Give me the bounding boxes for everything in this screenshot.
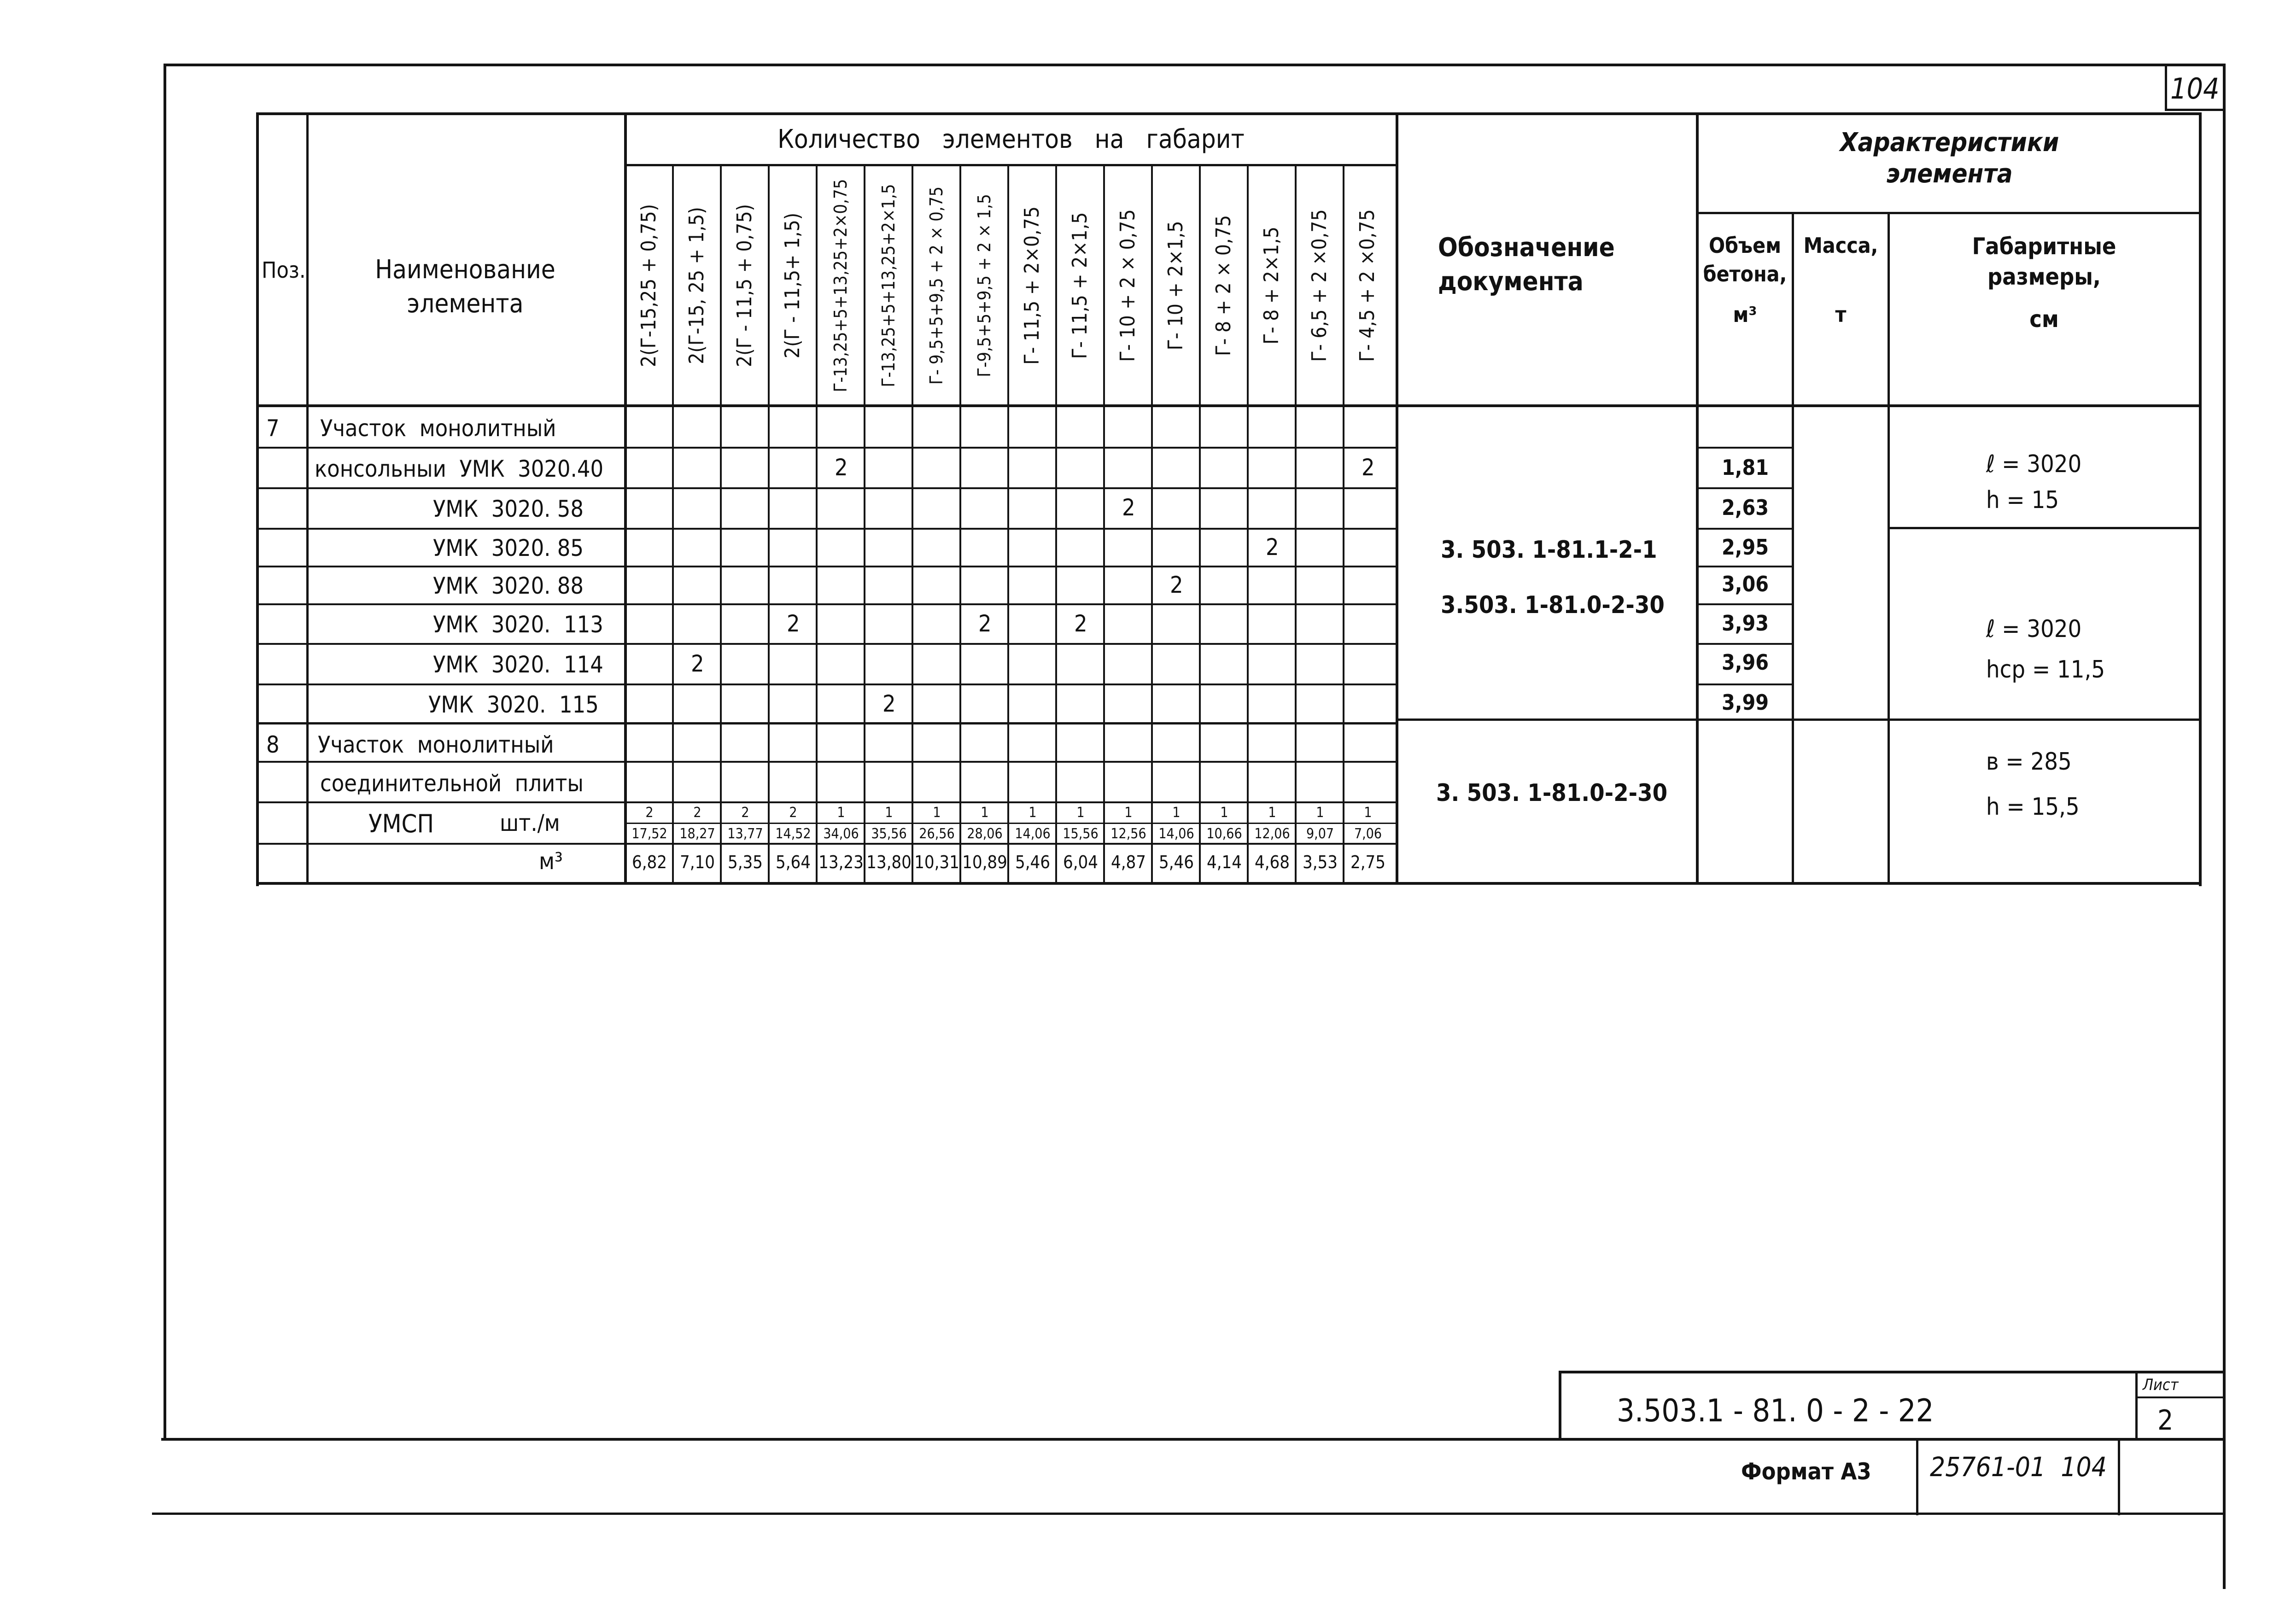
gabarit-col-13: Г- 8 + 2 × 0,75 — [1212, 215, 1235, 356]
header-mass — [1794, 235, 1888, 325]
header-characteristics-line2: элемента — [1886, 159, 2013, 189]
count-cell: 2 — [1122, 494, 1135, 521]
umsp-top: 2 — [645, 805, 654, 821]
umsp-top: 1 — [837, 805, 845, 821]
umsp-top: 2 — [693, 805, 701, 821]
umsp-top: 1 — [1076, 805, 1085, 821]
volume-value: 3,06 — [1721, 572, 1769, 596]
umsp-bottom: 10,66 — [1206, 826, 1242, 842]
gabarit-col-14: Г- 8 + 2×1,5 — [1260, 227, 1283, 345]
header-dims-line2: размеры, — [1987, 263, 2101, 290]
dim-group7a-l: ℓ = 3020 — [1986, 450, 2082, 478]
header-pos: Поз. — [262, 257, 306, 283]
gabarit-col-12: Г- 10 + 2×1,5 — [1164, 221, 1187, 351]
gabarit-col-7: Г- 9,5+5+9,5 + 2 × 0,75 — [926, 186, 947, 385]
umsp-bottom: 34,06 — [823, 826, 859, 842]
umsp-bottom: 9,07 — [1306, 826, 1334, 842]
row-name: УМК 3020. 85 — [433, 535, 584, 561]
gabarit-col-1: 2(Г-15,25 + 0,75) — [637, 204, 660, 368]
umsp-bottom: 12,06 — [1254, 826, 1290, 842]
volume-value: 3,93 — [1721, 611, 1769, 636]
sheet-label: Лист — [2143, 1376, 2179, 1394]
row-name: УМК 3020. 58 — [433, 496, 584, 522]
gabarit-col-16: Г- 4,5 + 2 ×0,75 — [1356, 209, 1379, 362]
dim-group7b-l: ℓ = 3020 — [1986, 615, 2082, 643]
row-name: УМК 3020. 88 — [433, 572, 584, 599]
row-name: консольныи УМК 3020.40 — [315, 456, 604, 482]
umsp-bottom: 12,56 — [1110, 826, 1146, 842]
m3-value: 4,14 — [1206, 852, 1242, 872]
document-code: 3.503.1 - 81. 0 - 2 - 22 — [1617, 1393, 1934, 1429]
gabarit-col-5: Г-13,25+5+13,25+2×0,75 — [830, 179, 851, 392]
header-name-line1: Наименование — [375, 255, 555, 285]
m3-value: 4,68 — [1254, 852, 1290, 872]
count-cell: 2 — [691, 650, 704, 677]
m3-value: 5,46 — [1158, 852, 1194, 872]
volume-value: 2,95 — [1721, 535, 1769, 560]
volume-value: 1,81 — [1721, 455, 1769, 480]
sheet-number: 2 — [2157, 1404, 2174, 1437]
umsp-top: 1 — [1364, 805, 1372, 821]
umsp-bottom: 17,52 — [631, 826, 667, 842]
header-mass-unit: т — [1835, 302, 1847, 327]
m3-value: 13,23 — [818, 852, 864, 872]
count-cell: 2 — [835, 454, 848, 481]
m3-value: 5,35 — [727, 852, 763, 872]
umsp-top: 2 — [789, 805, 797, 821]
umsp-top: 1 — [885, 805, 893, 821]
umsp-bottom: 13,77 — [727, 826, 763, 842]
header-dims-unit: см — [2029, 306, 2059, 333]
designation-group7-line2: 3.503. 1-81.0-2-30 — [1441, 591, 1665, 619]
umsp-bottom: 14,06 — [1158, 826, 1194, 842]
designation-group8: 3. 503. 1-81.0-2-30 — [1436, 779, 1668, 807]
row-name: соединительной плиты — [320, 770, 584, 797]
gabarit-col-10: Г- 11,5 + 2×1,5 — [1068, 212, 1092, 359]
m3-value: 7,10 — [679, 852, 715, 872]
header-dims — [1889, 235, 2199, 331]
header-characteristics-line1: Характеристики — [1840, 128, 2059, 158]
gabarit-col-3: 2(Г - 11,5 + 0,75) — [733, 204, 756, 368]
count-cell: 2 — [1362, 454, 1375, 481]
volume-value: 2,63 — [1721, 495, 1769, 520]
header-characteristics — [1700, 130, 2199, 187]
designation-group7-line1: 3. 503. 1-81.1-2-1 — [1441, 536, 1657, 564]
header-volume-line2: бетона, — [1703, 262, 1787, 286]
umsp-top: 1 — [1029, 805, 1037, 821]
umsp-name: УМСП — [368, 809, 434, 838]
m3-unit: м³ — [539, 848, 563, 875]
archive-number: 25761-01 104 — [1930, 1451, 2107, 1483]
umsp-top: 1 — [1316, 805, 1324, 821]
umsp-top: 1 — [1220, 805, 1228, 821]
m3-value: 10,31 — [914, 852, 959, 872]
m3-value: 2,75 — [1350, 852, 1386, 872]
row-name: Участок монолитный — [320, 415, 556, 442]
gabarit-col-4: 2(Г - 11,5+ 1,5) — [781, 212, 804, 359]
format-label: Формат А3 — [1741, 1458, 1871, 1485]
umsp-top: 1 — [933, 805, 941, 821]
header-name — [313, 257, 617, 317]
umsp-top: 2 — [741, 805, 749, 821]
count-cell: 2 — [883, 690, 896, 717]
row-pos-8: 8 — [266, 731, 280, 758]
row-name: УМК 3020. 114 — [433, 651, 603, 678]
gabarit-col-11: Г- 10 + 2 × 0,75 — [1116, 209, 1140, 362]
m3-value: 5,46 — [1015, 852, 1051, 872]
dim-group8-h: h = 15,5 — [1986, 793, 2080, 821]
header-designation-line2: документа — [1438, 267, 1584, 297]
m3-value: 10,89 — [962, 852, 1007, 872]
row-name: Участок монолитный — [318, 731, 554, 758]
umsp-bottom: 18,27 — [679, 826, 715, 842]
m3-value: 13,80 — [866, 852, 912, 872]
dim-group7b-h: hср = 11,5 — [1986, 656, 2105, 683]
umsp-bottom: 35,56 — [871, 826, 907, 842]
m3-value: 6,04 — [1063, 852, 1099, 872]
gabarit-col-15: Г- 6,5 + 2 ×0,75 — [1308, 209, 1331, 362]
dim-group8-b: в = 285 — [1986, 748, 2072, 776]
row-name: УМК 3020. 113 — [433, 611, 603, 638]
header-mass-line1: Масса, — [1803, 233, 1878, 258]
count-cell: 2 — [1074, 610, 1087, 637]
count-cell: 2 — [787, 610, 800, 637]
header-designation-line1: Обозначение — [1438, 233, 1615, 263]
m3-value: 3,53 — [1302, 852, 1338, 872]
header-name-line2: элемента — [407, 289, 524, 319]
gabarit-col-8: Г-9,5+5+9,5 + 2 × 1,5 — [974, 194, 994, 377]
volume-value: 3,96 — [1721, 650, 1769, 675]
row-pos-7: 7 — [266, 415, 280, 442]
umsp-bottom: 28,06 — [967, 826, 1003, 842]
header-volume-unit: м³ — [1733, 302, 1757, 327]
umsp-top: 1 — [1268, 805, 1276, 821]
umsp-unit: шт./м — [500, 810, 560, 836]
umsp-top: 1 — [1124, 805, 1133, 821]
umsp-bottom: 14,52 — [775, 826, 811, 842]
gabarit-col-9: Г- 11,5 + 2×0,75 — [1020, 206, 1044, 365]
m3-value: 6,82 — [631, 852, 667, 872]
row-name: УМК 3020. 115 — [428, 691, 599, 718]
count-cell: 2 — [1170, 572, 1183, 598]
umsp-bottom: 7,06 — [1354, 826, 1382, 842]
volume-value: 3,99 — [1721, 690, 1769, 715]
m3-value: 5,64 — [775, 852, 811, 872]
dim-group7a-h: h = 15 — [1986, 486, 2059, 514]
header-designation — [1438, 235, 1615, 295]
header-dims-line1: Габаритные — [1972, 233, 2116, 260]
header-volume-line1: Объем — [1708, 233, 1782, 258]
umsp-bottom: 15,56 — [1063, 826, 1099, 842]
umsp-top: 1 — [1172, 805, 1181, 821]
header-volume — [1698, 235, 1792, 325]
umsp-bottom: 26,56 — [919, 826, 955, 842]
gabarit-col-2: 2(Г-15, 25 + 1,5) — [685, 207, 708, 364]
m3-value: 4,87 — [1110, 852, 1146, 872]
umsp-top: 1 — [981, 805, 989, 821]
count-cell: 2 — [1266, 534, 1279, 561]
gabarit-col-6: Г-13,25+5+13,25+2×1,5 — [878, 184, 899, 387]
count-cell: 2 — [978, 610, 992, 637]
header-quantity-group: Количество элементов на габарит — [777, 124, 1245, 154]
sheet-corner-number: 104 — [2170, 72, 2220, 105]
umsp-bottom: 14,06 — [1015, 826, 1051, 842]
